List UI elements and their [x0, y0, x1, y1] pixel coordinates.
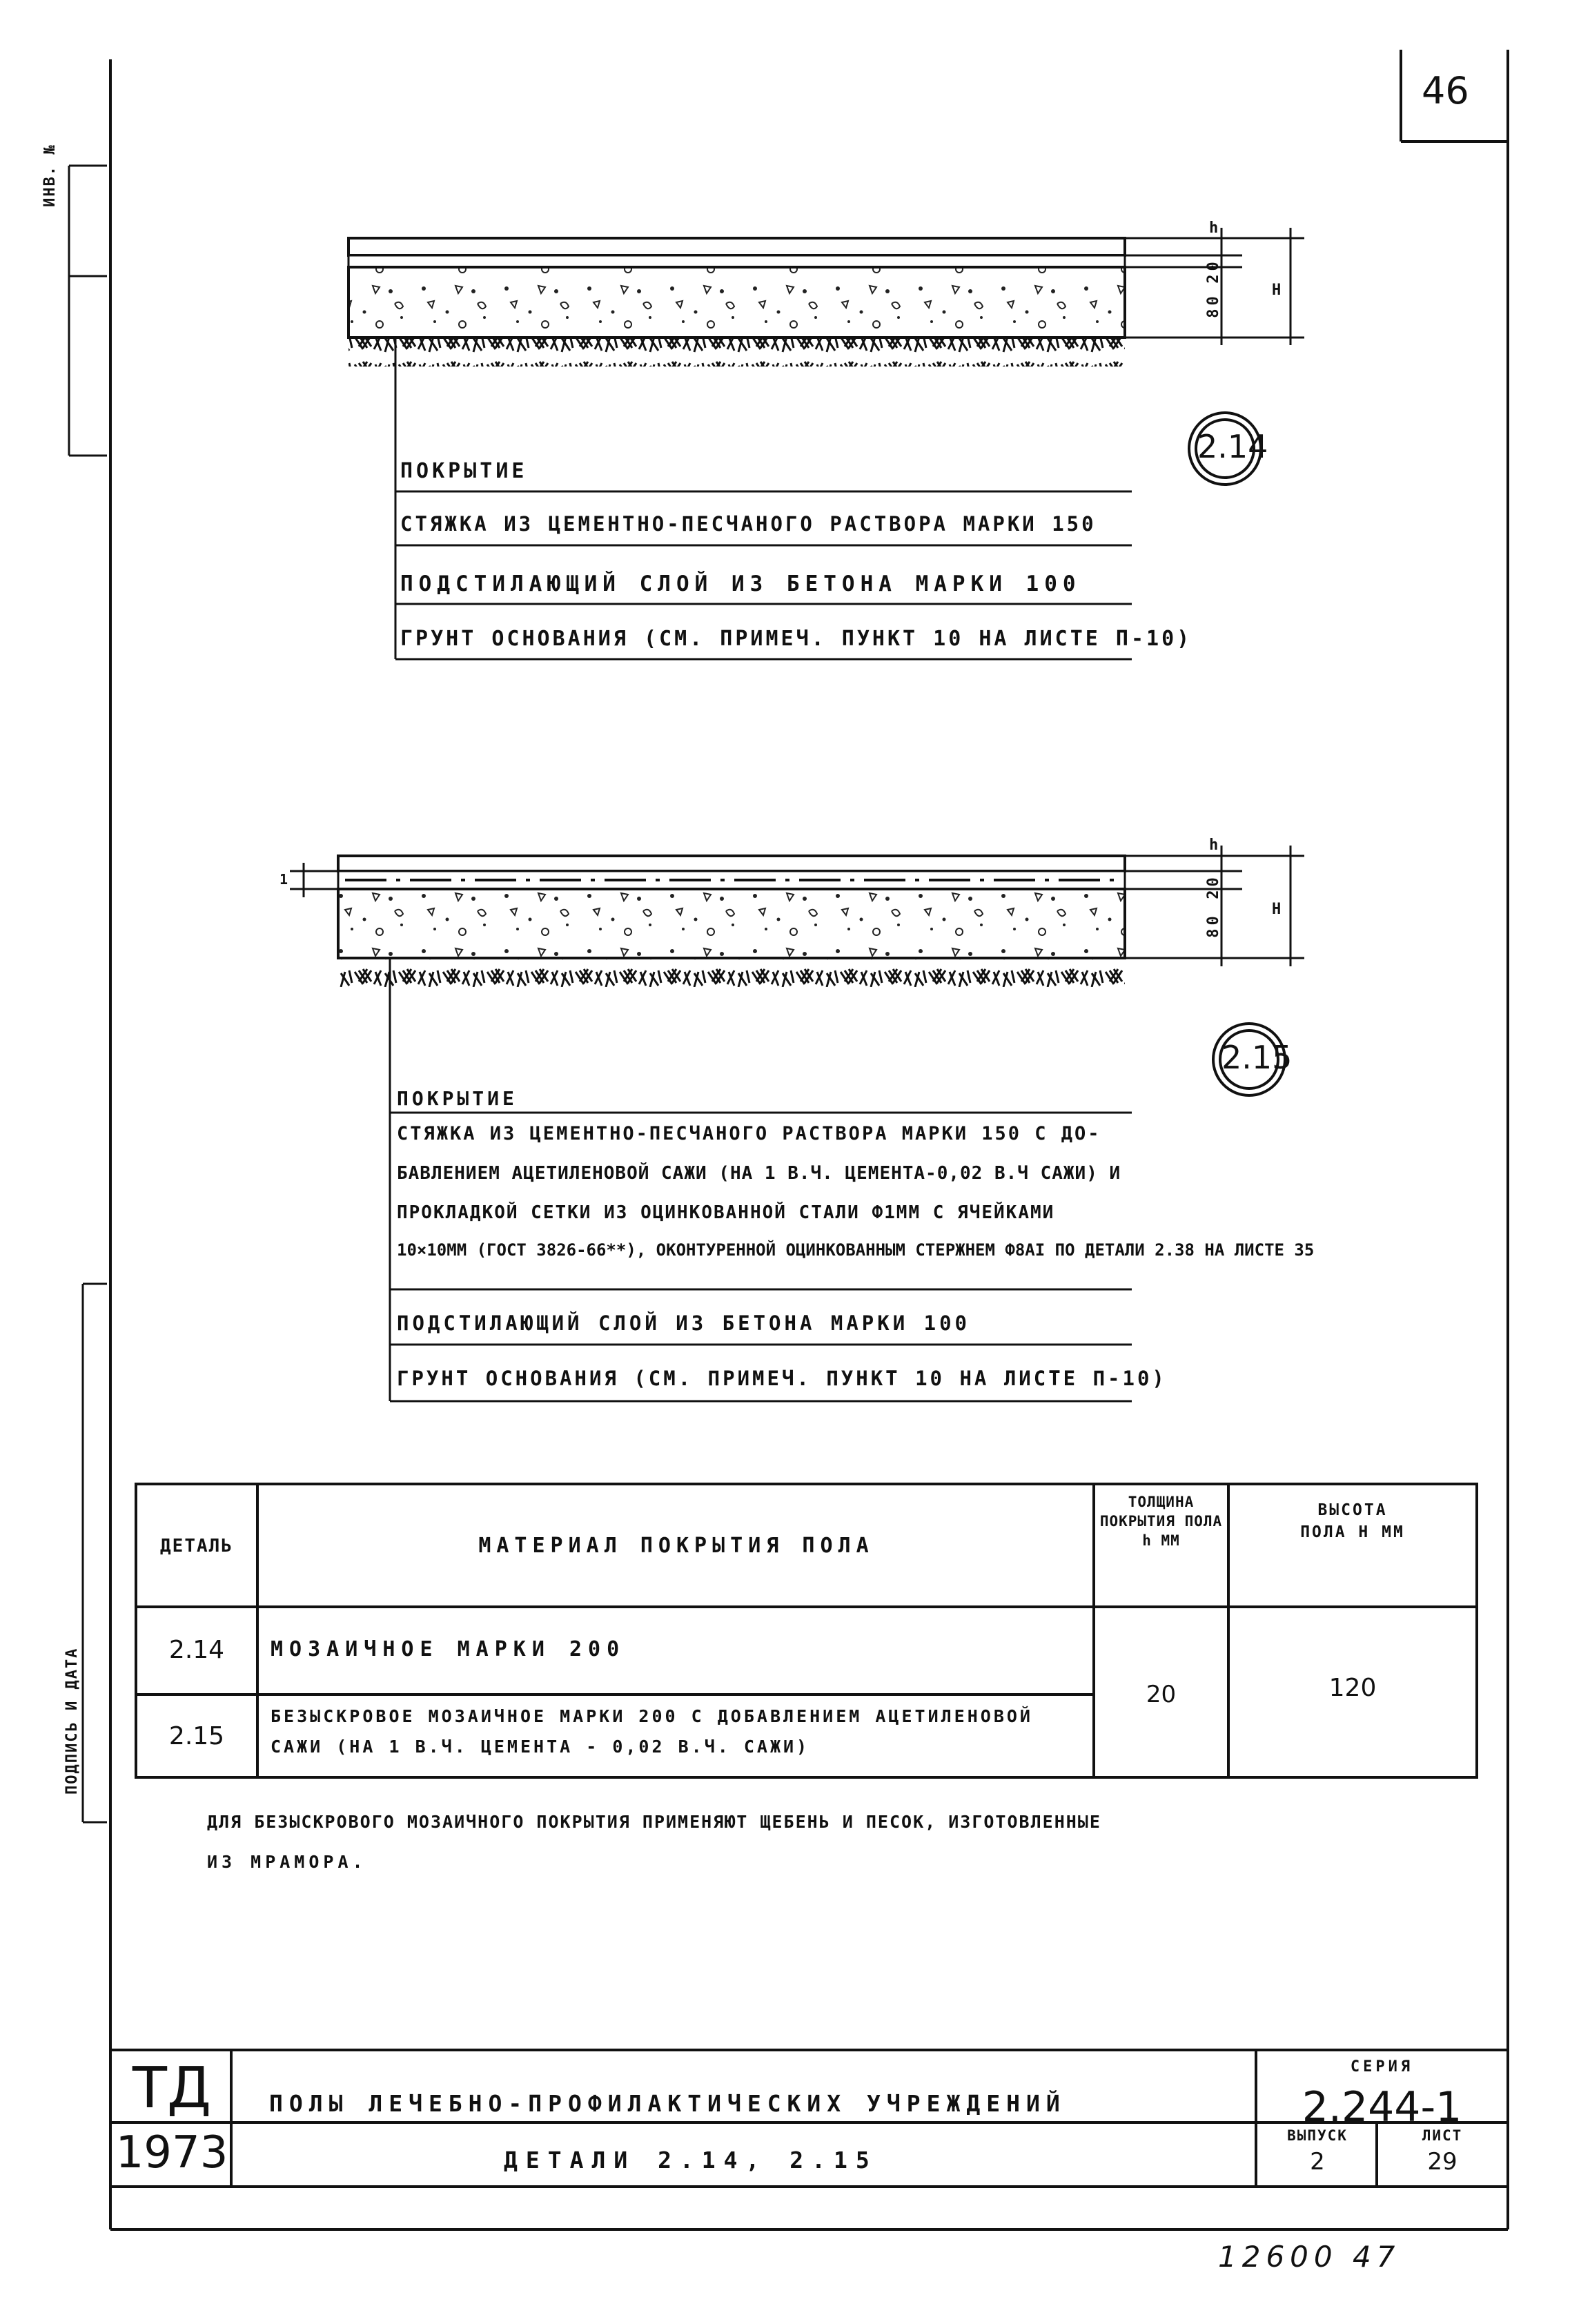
title-block-year: 1973 — [115, 2127, 228, 2178]
layer-215-1: ПОКРЫТИЕ — [397, 1087, 518, 1110]
dim-80-215: 80 — [1204, 912, 1222, 938]
issue-value: 2 — [1310, 2148, 1325, 2176]
title-block-subtitle: ДЕТАЛИ 2.14, 2.15 — [504, 2147, 878, 2174]
margin-stamp-top: ИНВ. № — [41, 144, 59, 207]
issue-label: ВЫПУСК — [1287, 2127, 1348, 2144]
dim-20-215: 20 — [1204, 874, 1222, 899]
note-line-2: ИЗ МРАМОРА. — [207, 1852, 367, 1872]
series-value: 2.244-1 — [1302, 2083, 1462, 2131]
table-header-height: ВЫСОТА ПОЛА H ММ — [1300, 1501, 1405, 1541]
dim-h-215: h — [1209, 837, 1222, 854]
dim-80-214: 80 — [1204, 293, 1222, 318]
table-row-214-material: МОЗАИЧНОЕ МАРКИ 200 — [271, 1637, 626, 1661]
layer-215-2d: 10×10ММ (ГОСТ 3826-66**), ОКОНТУРЕННОЙ ОЦИНКОВАННЫМ СТЕРЖНЕМ Ф8АI ПО ДЕТАЛИ 2.38 НА ЛИСТЕ 35 — [397, 1240, 1315, 1260]
table-thickness-value: 20 — [1146, 1681, 1177, 1708]
layer-215-4: ГРУНТ ОСНОВАНИЯ (СМ. ПРИМЕЧ. ПУНКТ 10 НА ЛИСТЕ П-10) — [397, 1367, 1167, 1390]
dim-1-215: 1 — [279, 871, 292, 888]
title-block-org: ТД — [132, 2056, 212, 2121]
series-label: СЕРИЯ — [1350, 2058, 1414, 2076]
layer-215-3: ПОДСТИЛАЮЩИЙ СЛОЙ ИЗ БЕТОНА МАРКИ 100 — [397, 1311, 971, 1335]
layer-215-2c: ПРОКЛАДКОЙ СЕТКИ ИЗ ОЦИНКОВАННОЙ СТАЛИ Ф1ММ С ЯЧЕЙКАМИ — [397, 1202, 1055, 1223]
margin-stamp-strip — [69, 166, 107, 1822]
table-header-material: МАТЕРИАЛ ПОКРЫТИЯ ПОЛА — [478, 1534, 874, 1558]
note-line-1: ДЛЯ БЕЗЫСКРОВОГО МОЗАИЧНОГО ПОКРЫТИЯ ПРИМЕНЯЮТ ЩЕБЕНЬ И ПЕСОК, ИЗГОТОВЛЕННЫЕ — [207, 1812, 1101, 1832]
dim-h-214: h — [1209, 219, 1222, 237]
dim-H-215: H — [1272, 901, 1285, 918]
layer-214-4: ГРУНТ ОСНОВАНИЯ (СМ. ПРИМЕЧ. ПУНКТ 10 НА ЛИСТЕ П-10) — [400, 627, 1192, 651]
layer-214-3: ПОДСТИЛАЮЩИЙ СЛОЙ ИЗ БЕТОНА МАРКИ 100 — [400, 572, 1081, 596]
table-row-215-material: БЕЗЫСКРОВОЕ МОЗАИЧНОЕ МАРКИ 200 С ДОБАВЛЕНИЕМ АЦЕТИЛЕНОВОЙ САЖИ (НА 1 В.Ч. ЦЕМЕНТА - 0,02 В.Ч. САЖИ) — [271, 1706, 1033, 1757]
dim-20-214: 20 — [1204, 258, 1222, 284]
layer-215-2a: СТЯЖКА ИЗ ЦЕМЕНТНО-ПЕСЧАНОГО РАСТВОРА МАРКИ 150 С ДО- — [397, 1123, 1101, 1144]
table-header-thickness: ТОЛЩИНА ПОКРЫТИЯ ПОЛА h ММ — [1099, 1494, 1223, 1549]
table-row-215-detail: 2.15 — [168, 1722, 225, 1750]
bottom-handwritten-note: 12600 47 — [1218, 2240, 1401, 2274]
margin-stamp-bottom: ПОДПИСЬ И ДАТА — [63, 1647, 81, 1795]
table-header-detail: ДЕТАЛЬ — [160, 1536, 233, 1556]
corner-page-number: 46 — [1422, 69, 1469, 113]
layer-214-1: ПОКРЫТИЕ — [400, 459, 528, 483]
layer-215-2b: БАВЛЕНИЕМ АЦЕТИЛЕНОВОЙ САЖИ (НА 1 В.Ч. ЦЕМЕНТА-0,02 В.Ч САЖИ) И — [397, 1163, 1121, 1184]
sheet-label: ЛИСТ — [1422, 2127, 1463, 2144]
table-row-214-detail: 2.14 — [168, 1636, 225, 1664]
table-height-value: 120 — [1328, 1674, 1377, 1702]
dim-H-214: H — [1272, 282, 1285, 299]
badge-215-label: 2.15 — [1221, 1039, 1293, 1076]
layer-214-2: СТЯЖКА ИЗ ЦЕМЕНТНО-ПЕСЧАНОГО РАСТВОРА МАРКИ 150 — [400, 512, 1097, 536]
badge-214-label: 2.14 — [1197, 428, 1268, 465]
sheet-value: 29 — [1427, 2148, 1458, 2176]
title-block-title: ПОЛЫ ЛЕЧЕБНО-ПРОФИЛАКТИЧЕСКИХ УЧРЕЖДЕНИЙ — [269, 2090, 1066, 2117]
